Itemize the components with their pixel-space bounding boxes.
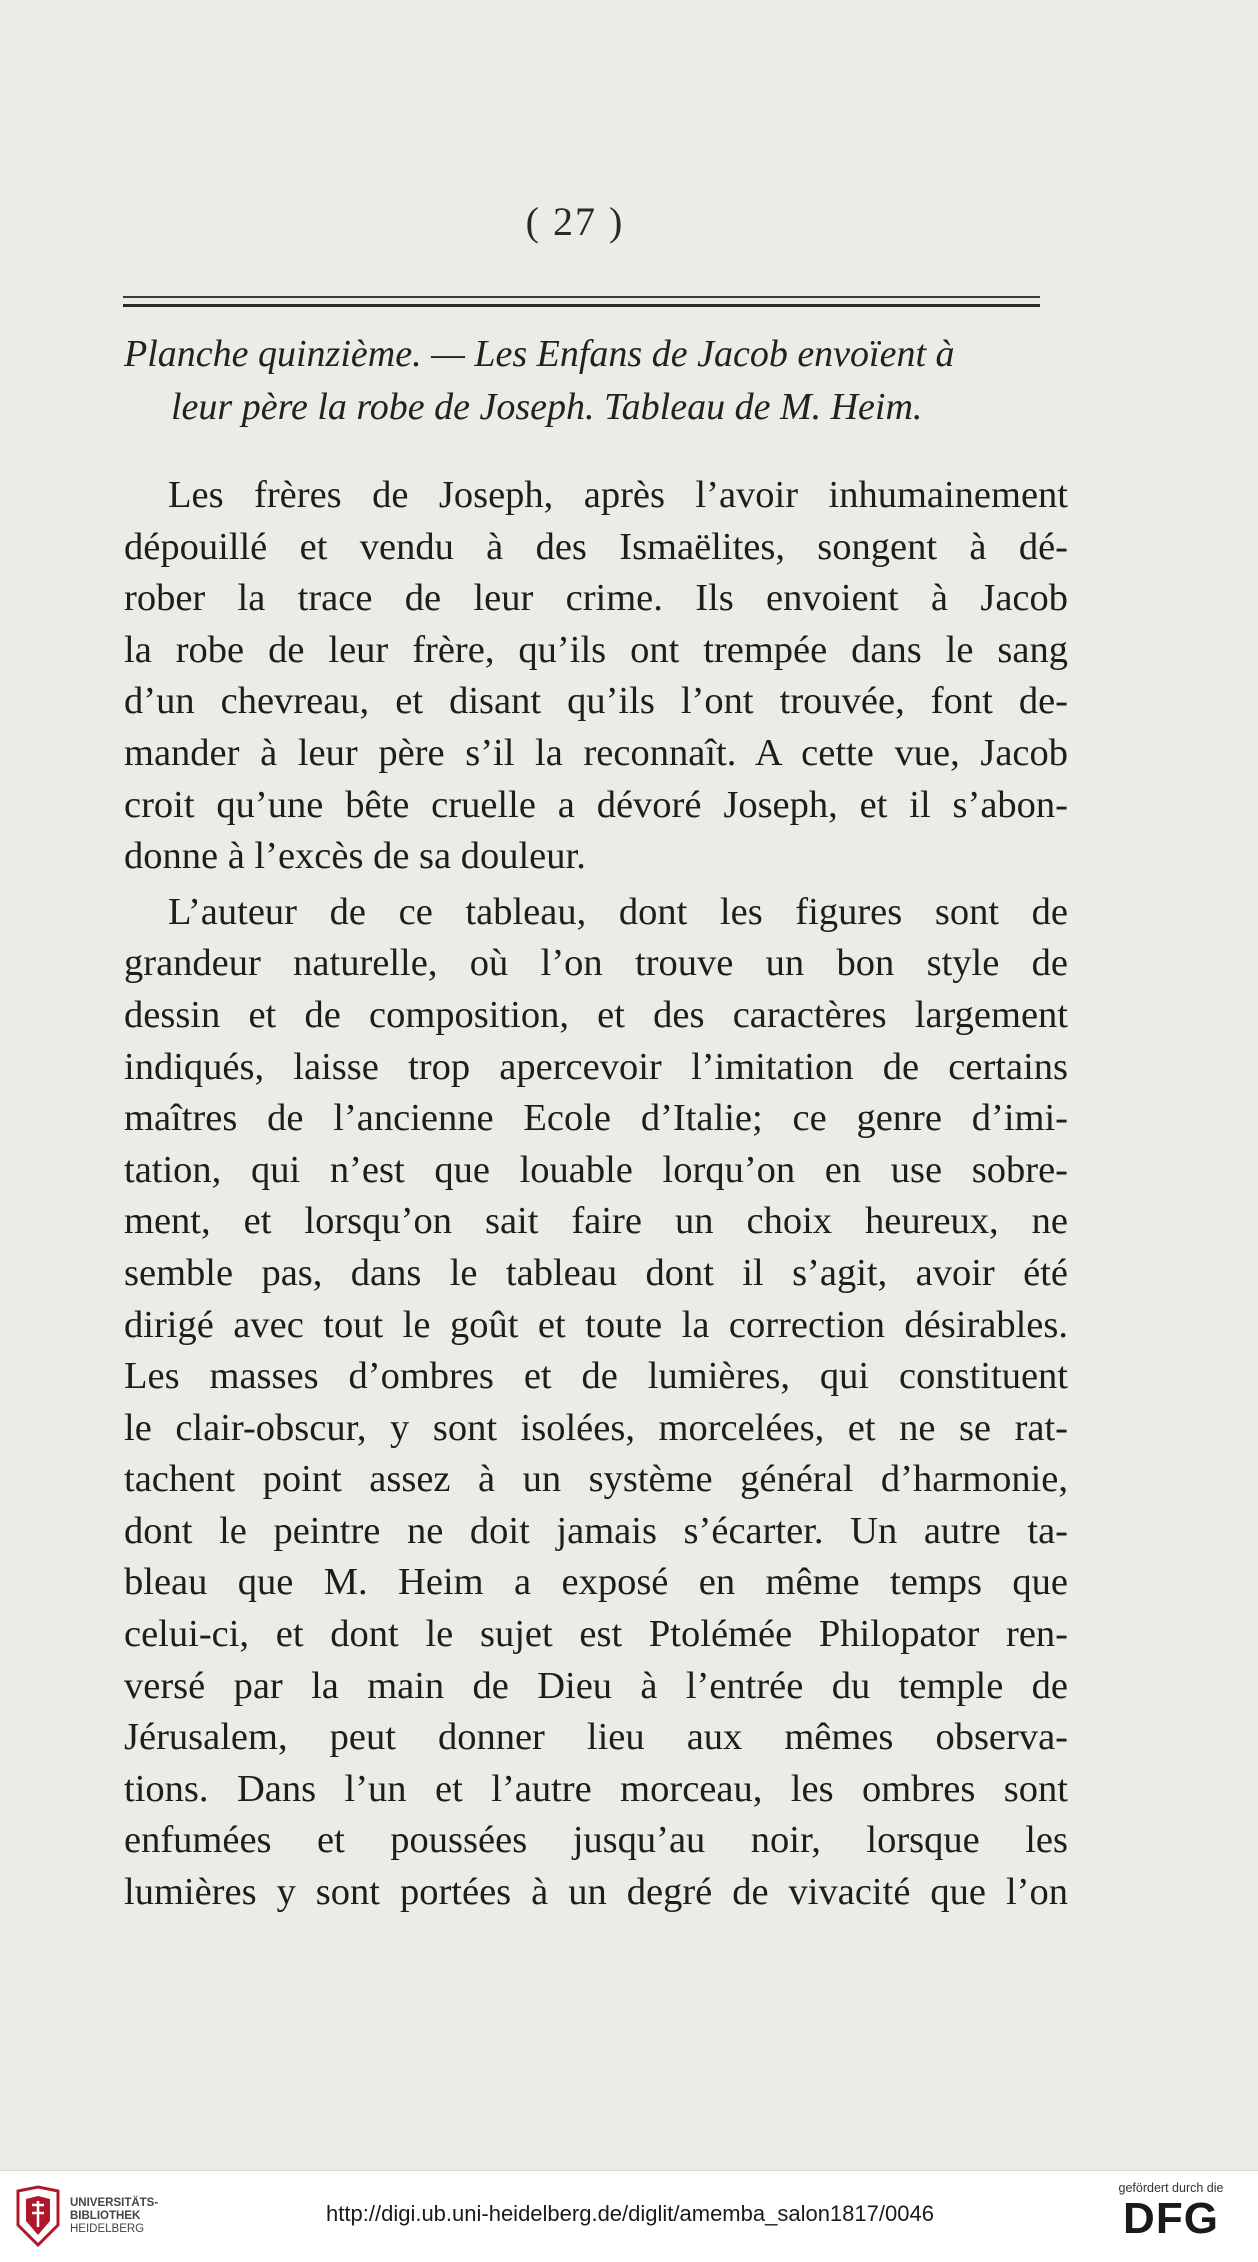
text-line: la robe de leur frère, qu’ils ont trempée dans le sang	[124, 628, 1068, 671]
text-line: bleau que M. Heim a exposé en même temps que	[124, 1561, 1068, 1604]
text-line: rober la trace de leur crime. Ils envoient à Jacob	[124, 577, 1068, 620]
text-line: dirigé avec tout le goût et toute la correction désirables.	[124, 1303, 1068, 1346]
plate-heading-line-2: leur père la robe de Joseph. Tableau de M. Heim.	[171, 386, 923, 428]
text-line: lumières y sont portées à un degré de vivacité que l’on	[124, 1871, 1068, 1914]
text-line: Les masses d’ombres et de lumières, qui constituent	[124, 1355, 1068, 1398]
text-line: versé par la main de Dieu à l’entrée du temple de	[124, 1664, 1068, 1707]
text-line: le clair-obscur, y sont isolées, morcelées, et ne se rat-	[124, 1406, 1068, 1449]
text-line: ment, et lorsqu’on sait faire un choix heureux, ne	[124, 1200, 1068, 1243]
text-line: grandeur naturelle, où l’on trouve un bon style de	[124, 942, 1068, 985]
header-rule-thin	[123, 296, 1040, 298]
text-line: Les frères de Joseph, après l’avoir inhumainement	[168, 474, 1068, 516]
paragraph-2	[124, 887, 1068, 1919]
text-line: donne à l’excès de sa douleur.	[124, 835, 586, 878]
text-line: croit qu’une bête cruelle a dévoré Joseph, et il s’abon-	[124, 783, 1068, 826]
page-number: ( 27 )	[525, 199, 625, 244]
text-line: celui-ci, et dont le sujet est Ptolémée Philopator ren-	[124, 1613, 1068, 1656]
sponsor-block[interactable]	[1106, 2181, 1236, 2241]
library-logo-line-3: HEIDELBERG	[70, 2223, 145, 2235]
sponsor-label: gefördert durch die	[1118, 2181, 1224, 2195]
body-text	[124, 470, 1068, 1923]
text-line: tions. Dans l’un et l’autre morceau, les ombres sont	[124, 1767, 1068, 1810]
text-line: tachent point assez à un système général d’harmonie,	[124, 1458, 1068, 1501]
text-line: tation, qui n’est que louable lorqu’on en use sobre-	[124, 1148, 1068, 1191]
text-line: Jérusalem, peut donner lieu aux mêmes observa-	[124, 1716, 1068, 1759]
permalink-url[interactable]: http://digi.ub.uni-heidelberg.de/diglit/amemba_salon1817/0046	[326, 2201, 934, 2226]
plate-heading	[124, 328, 1054, 434]
text-line: mander à leur père s’il la reconnaît. A cette vue, Jacob	[124, 731, 1068, 774]
text-line: maîtres de l’ancienne Ecole d’Italie; ce genre d’imi-	[124, 1097, 1068, 1140]
text-line: dépouillé et vendu à des Ismaëlites, songent à dé-	[124, 525, 1068, 568]
text-line: d’un chevreau, et disant qu’ils l’ont trouvée, font de-	[124, 680, 1068, 723]
viewer-footer	[0, 2170, 1258, 2262]
text-line: dessin et de composition, et des caractères largement	[124, 993, 1068, 1036]
library-logo-text	[70, 2197, 158, 2236]
text-line: indiqués, laisse trop apercevoir l’imitation de certains	[124, 1045, 1068, 1088]
dfg-logo: DFG	[1123, 2194, 1219, 2243]
text-line: semble pas, dans le tableau dont il s’agit, avoir été	[124, 1251, 1068, 1294]
paragraph-1	[124, 470, 1068, 883]
university-library-logo[interactable]	[12, 2185, 182, 2251]
text-line: L’auteur de ce tableau, dont les figures sont de	[168, 890, 1068, 933]
text-line: dont le peintre ne doit jamais s’écarter. Un autre ta-	[124, 1509, 1068, 1552]
plate-heading-line-1: Planche quinzième. — Les Enfans de Jacob envoïent à	[124, 333, 955, 375]
library-logo-line-2: BIBLIOTHEK	[70, 2210, 141, 2222]
library-logo-line-1: UNIVERSITÄTS-	[70, 2197, 159, 2209]
text-line: enfumées et poussées jusqu’au noir, lorsque les	[124, 1819, 1068, 1862]
library-emblem-icon	[12, 2185, 64, 2249]
header-rule-thick	[123, 304, 1040, 307]
